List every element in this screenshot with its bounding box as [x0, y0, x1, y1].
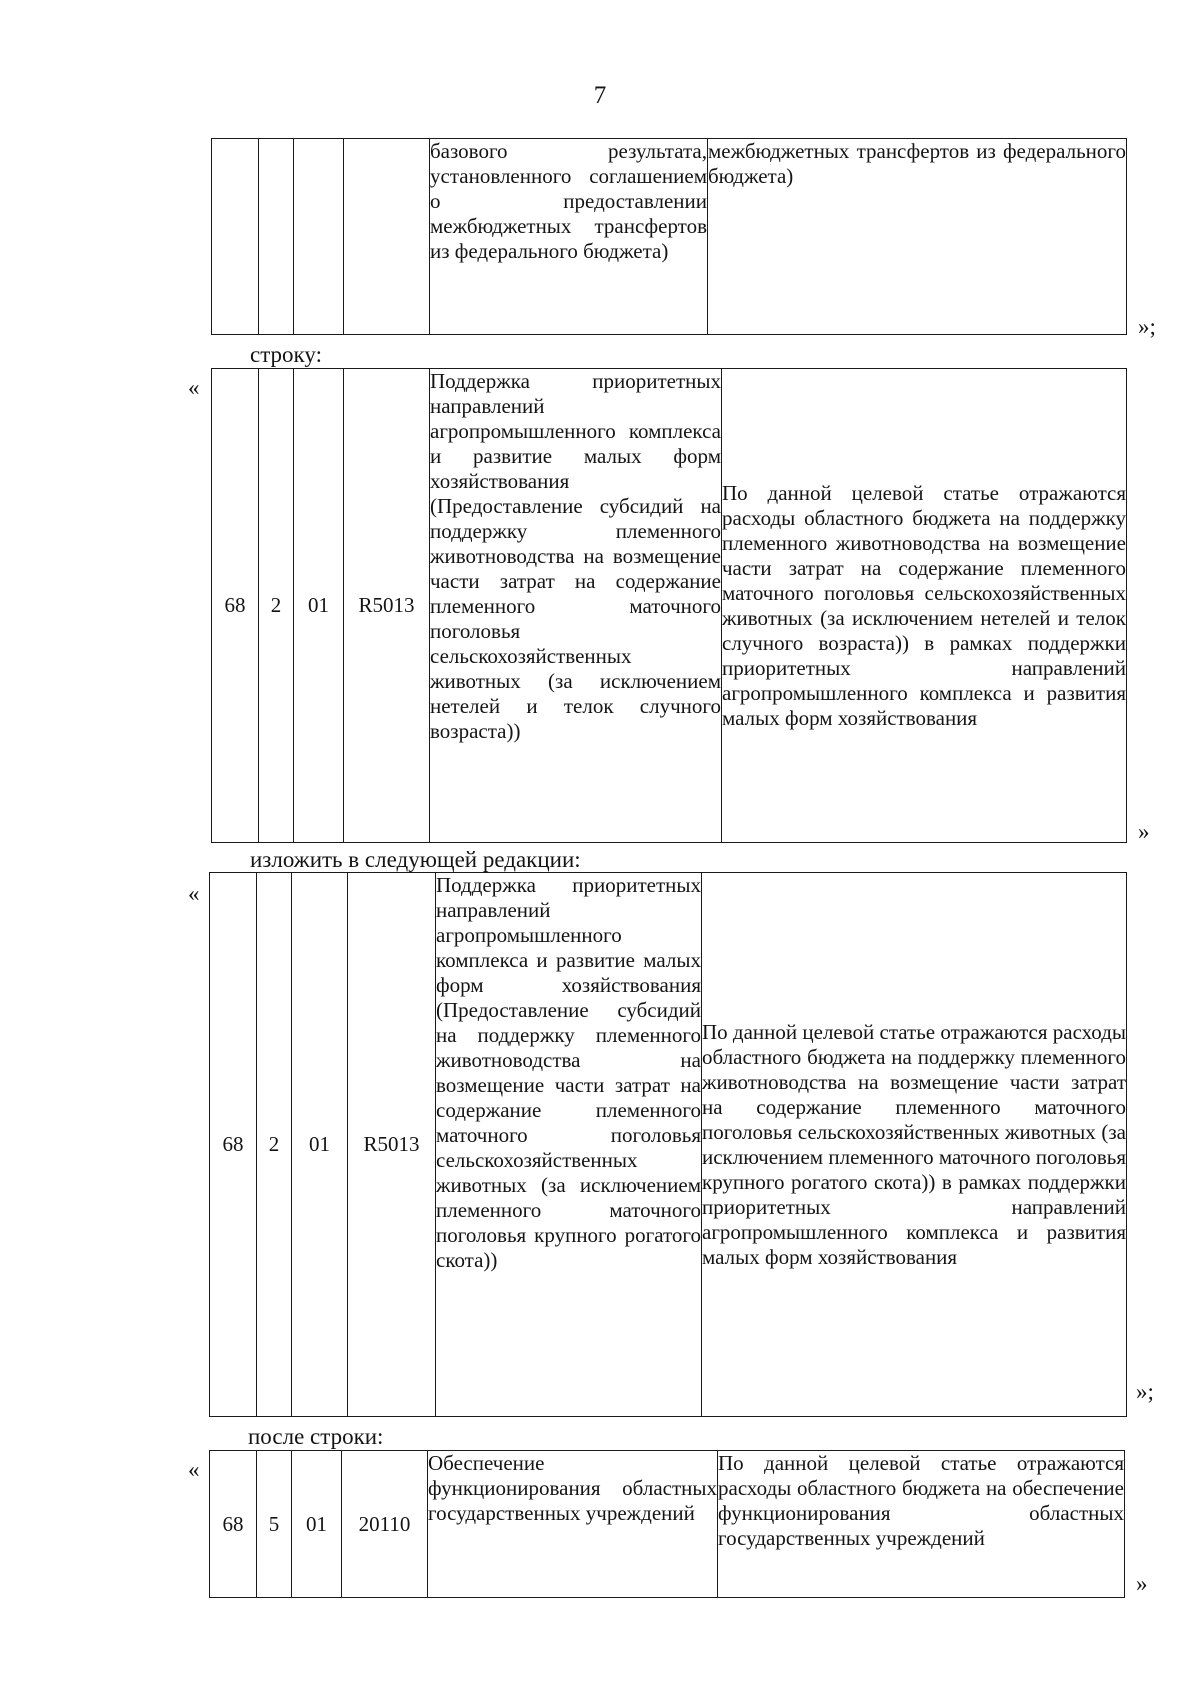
article-description-cell: По данной целевой статье отражаются расходы областного бюджета на поддержку племенного животноводства на возмещение части затрат на содержание племенного маточного поголовья сельскохозяйственных животных (за исключением нетелей и телок случного возраста)) в рамках поддержки приоритетных направлений агропромышленного комплекса и развития малых форм хозяйствования	[722, 369, 1127, 843]
article-name-cell: Поддержка приоритетных направлений агропромышленного комплекса и развитие малых форм хозяйствования (Предоставление субсидий на поддержку племенного животноводства на возмещение части затрат на содержание племенного маточного поголовья сельскохозяйственных животных (за исключением нетелей и телок случного возраста))	[430, 369, 722, 843]
article-name-cell: Обеспечение функционирования областных государственных учреждений	[428, 1451, 718, 1598]
code-cell-2	[259, 139, 294, 335]
code-cell-4: R5013	[344, 369, 430, 843]
code-cell-3: 01	[292, 873, 348, 1417]
opening-quote: «	[188, 375, 200, 400]
table-current-line	[211, 368, 1127, 843]
code-cell-4: R5013	[348, 873, 436, 1417]
table-continuation	[211, 138, 1127, 335]
page-number: 7	[593, 82, 607, 109]
opening-quote: «	[188, 1457, 200, 1482]
caption-edit: изложить в следующей редакции:	[250, 847, 581, 872]
code-cell-3: 01	[294, 369, 344, 843]
code-cell-1	[212, 139, 259, 335]
code-cell-3: 01	[292, 1451, 342, 1598]
code-cell-1: 68	[210, 1451, 257, 1598]
caption-after: после строки:	[248, 1424, 384, 1449]
table-new-edition	[209, 872, 1127, 1417]
code-cell-4	[344, 139, 430, 335]
code-cell-4: 20110	[342, 1451, 428, 1598]
code-cell-3	[294, 139, 344, 335]
code-cell-1: 68	[212, 369, 259, 843]
article-name-cell: Поддержка приоритетных направлений агропромышленного комплекса и развитие малых форм хозяйствования (Предоставление субсидий на поддержку племенного животноводства на возмещение части затрат на содержание племенного маточного поголовья сельскохозяйственных животных (за исключением племенного маточного поголовья крупного рогатого скота))	[436, 873, 702, 1417]
article-description-cell: По данной целевой статье отражаются расходы областного бюджета на обеспечение функционирования областных государственных учреждений	[718, 1451, 1125, 1598]
opening-quote: «	[188, 881, 200, 906]
article-description-cell: По данной целевой статье отражаются расходы областного бюджета на поддержку племенного животноводства на возмещение части затрат на содержание племенного маточного поголовья сельскохозяйственных животных (за исключением племенного маточного поголовья крупного рогатого скота)) в рамках поддержки приоритетных направлений агропромышленного комплекса и развития малых форм хозяйствования	[702, 873, 1127, 1417]
code-cell-2: 5	[257, 1451, 292, 1598]
article-description-cell: межбюджетных трансфертов из федерального бюджета)	[708, 139, 1127, 335]
closing-quote: »;	[1138, 314, 1156, 339]
caption-line: строку:	[250, 342, 322, 367]
closing-quote: »	[1138, 819, 1150, 844]
table-after-line	[209, 1450, 1125, 1598]
code-cell-1: 68	[210, 873, 257, 1417]
closing-quote: »;	[1136, 1379, 1154, 1404]
code-cell-2: 2	[259, 369, 294, 843]
closing-quote: »	[1136, 1571, 1148, 1596]
article-name-cell: базового результата, установленного соглашением о предоставлении межбюджетных трансфертов из федерального бюджета)	[430, 139, 708, 335]
code-cell-2: 2	[257, 873, 292, 1417]
